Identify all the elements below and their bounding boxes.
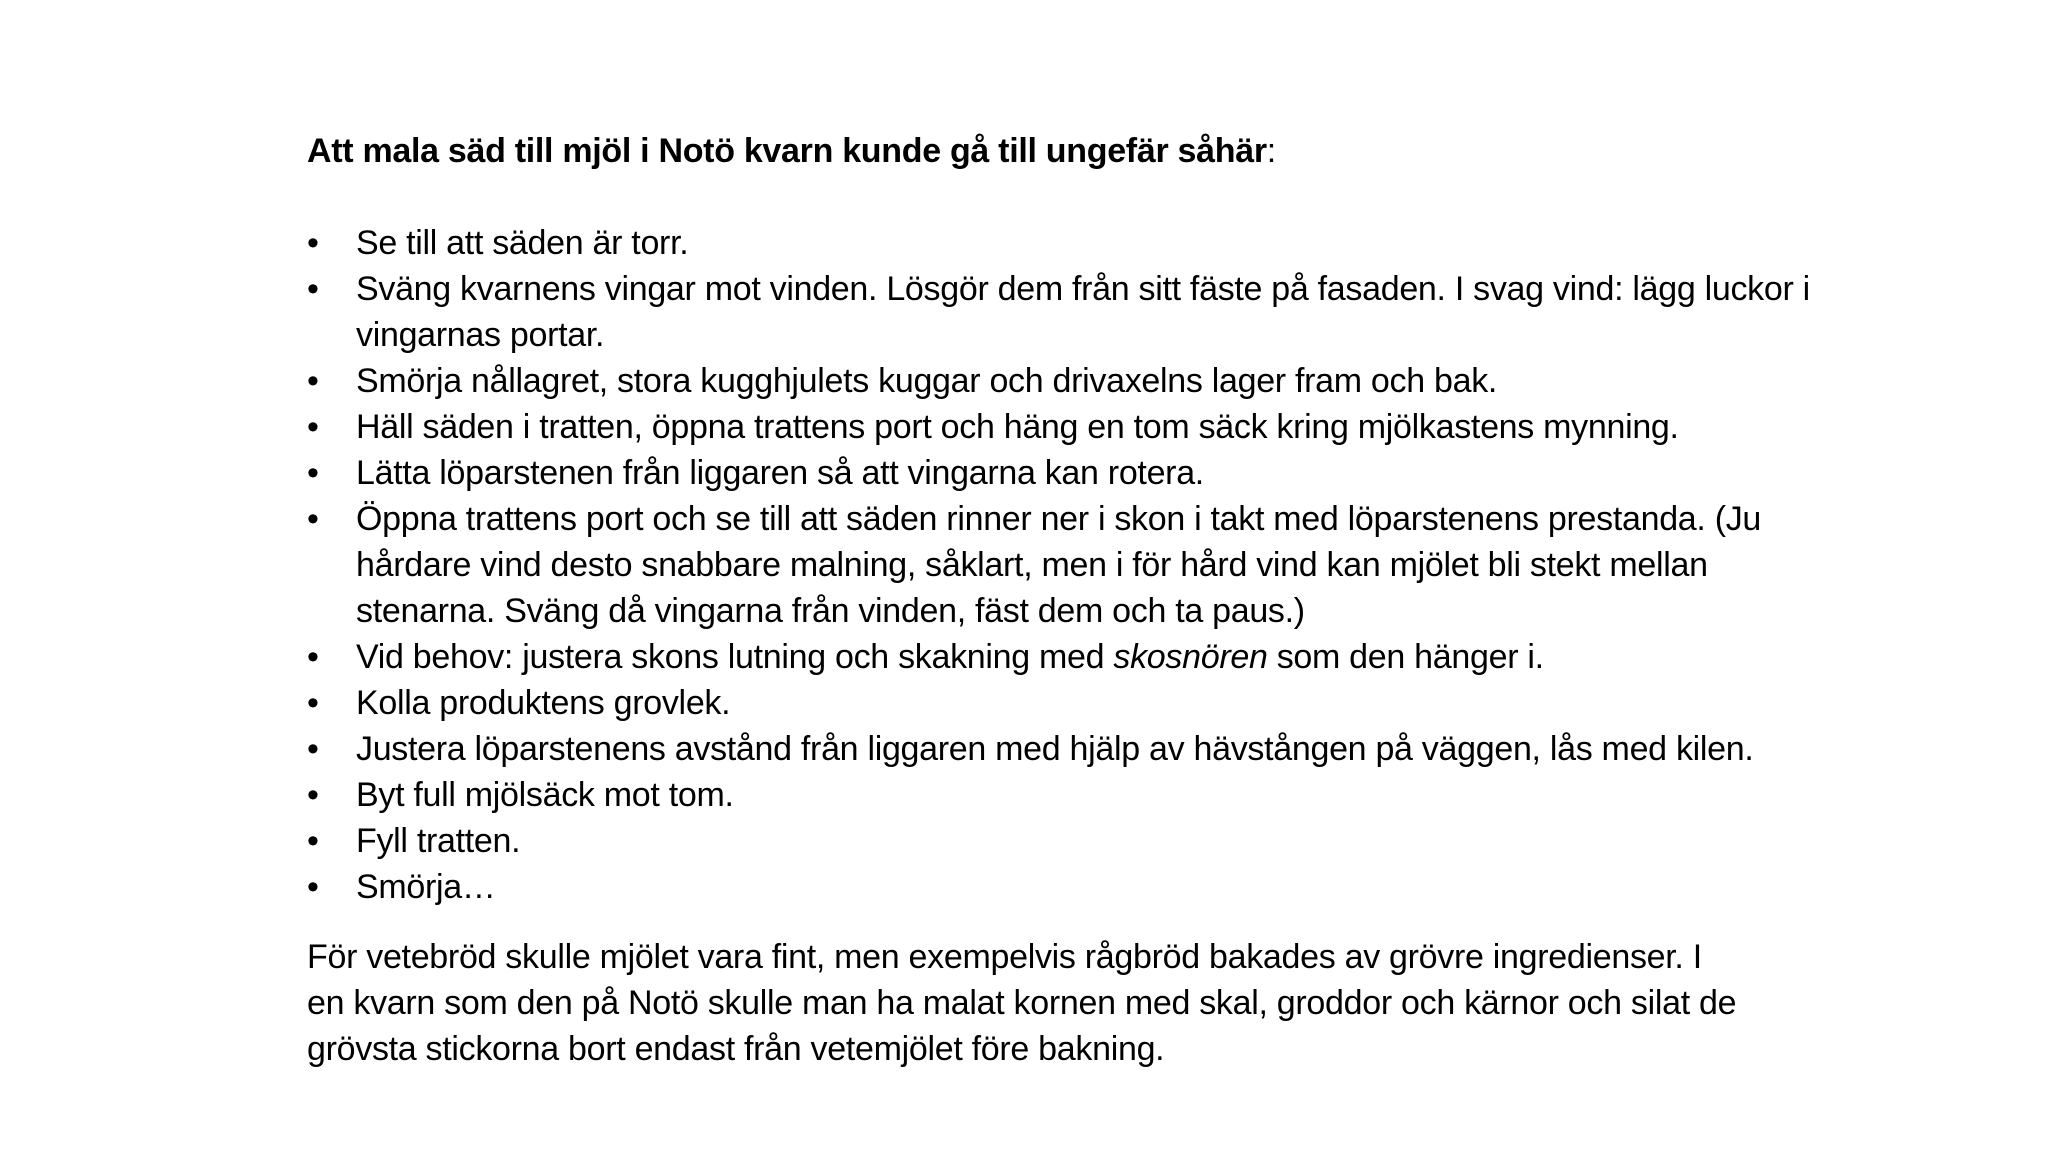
list-item [307, 404, 1827, 450]
slide-heading [307, 128, 1827, 174]
bullet-icon: • [307, 270, 319, 308]
bullet-icon: • [307, 684, 319, 722]
list-item [307, 818, 1827, 864]
bullet-icon: • [307, 362, 319, 400]
list-item [307, 496, 1827, 634]
step-text: Lätta löparstenen från liggaren så att vingarna kan rotera. [356, 454, 1204, 492]
closing-paragraph [307, 934, 1827, 1072]
closing-line-2: en kvarn som den på Notö skulle man ha malat kornen med skal, groddor och kärnor och silat de [307, 984, 1737, 1022]
step-text: Häll säden i tratten, öppna trattens port och häng en tom säck kring mjölkastens mynning. [356, 408, 1679, 446]
list-item [307, 266, 1827, 358]
list-item [307, 680, 1827, 726]
closing-line-3: grövsta stickorna bort endast från vetemjölet före bakning. [307, 1030, 1165, 1068]
step-text: Sväng kvarnens vingar mot vinden. Lösgör dem från sitt fäste på fasaden. I svag vind: lägg luckor i vingarnas portar. [356, 270, 1810, 354]
list-item [307, 772, 1827, 818]
bullet-icon: • [307, 638, 319, 676]
step-text: Öppna trattens port och se till att säden rinner ner i skon i takt med löparstenens prestanda. (Ju hårdare vind desto snabbare malning, såklart, men i för hård vind kan mjölet bli stekt mellan stenarna. Sväng då vingarna från vinden, fäst dem och ta paus.) [356, 500, 1762, 630]
heading-colon: : [1266, 132, 1276, 170]
list-item [307, 220, 1827, 266]
step-text-before: Vid behov: justera skons lutning och skakning med [356, 638, 1114, 676]
list-item [307, 358, 1827, 404]
step-text: Byt full mjölsäck mot tom. [356, 776, 734, 814]
slide-content [307, 128, 1827, 1072]
step-text: Smörja… [356, 868, 496, 906]
bullet-icon: • [307, 776, 319, 814]
heading-bold-text: Att mala säd till mjöl i Notö kvarn kunde gå till ungefär såhär [307, 132, 1267, 170]
step-text: Kolla produktens grovlek. [356, 684, 731, 722]
list-item [307, 864, 1827, 910]
step-text-after: som den hänger i. [1267, 638, 1544, 676]
bullet-icon: • [307, 454, 319, 492]
bullet-icon: • [307, 224, 319, 262]
bullet-icon: • [307, 868, 319, 906]
step-text-italic: skosnören [1113, 638, 1268, 676]
list-item [307, 726, 1827, 772]
list-item [307, 634, 1827, 680]
bullet-icon: • [307, 500, 319, 538]
step-text: Smörja nållagret, stora kugghjulets kuggar och drivaxelns lager fram och bak. [356, 362, 1498, 400]
step-text: Se till att säden är torr. [356, 224, 689, 262]
closing-line-1: För vetebröd skulle mjölet vara fint, men exempelvis rågbröd bakades av grövre ingredienser. I [307, 938, 1702, 976]
bullet-icon: • [307, 408, 319, 446]
bullet-icon: • [307, 822, 319, 860]
list-item [307, 450, 1827, 496]
milling-steps-list [307, 220, 1827, 910]
step-text: Fyll tratten. [356, 822, 521, 860]
bullet-icon: • [307, 730, 319, 768]
step-text: Justera löparstenens avstånd från liggaren med hjälp av hävstången på väggen, lås med kilen. [356, 730, 1754, 768]
